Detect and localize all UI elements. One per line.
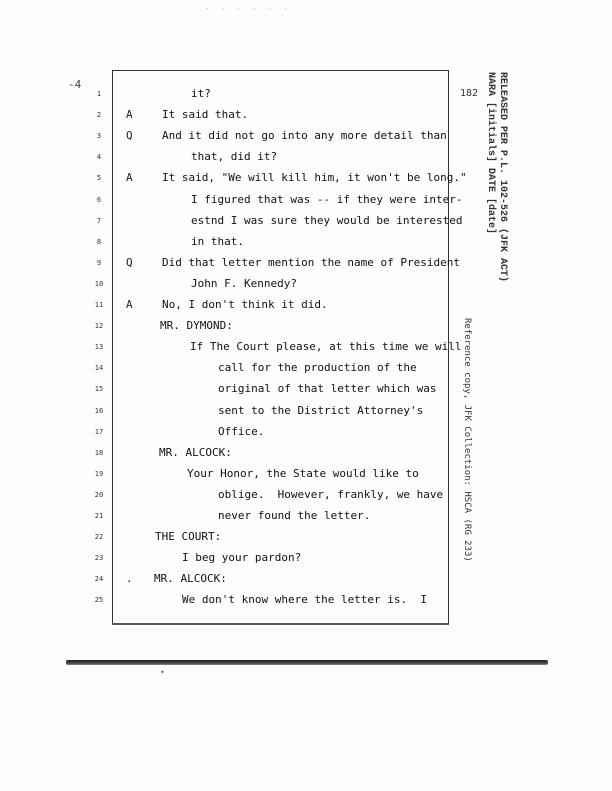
line-number: 21 — [94, 512, 104, 520]
line-number: 6 — [96, 195, 102, 204]
line-number: 25 — [94, 596, 104, 605]
transcript-text: estnd I was sure they would be interested — [191, 213, 463, 227]
speaker-label: Q — [126, 255, 133, 269]
transcript-text: If The Court please, at this time we will — [190, 340, 462, 354]
transcript-text: It said that. — [162, 108, 249, 122]
transcript-text: never found the letter. — [218, 509, 371, 522]
transcript-text: MR. DYMOND: — [160, 319, 233, 333]
transcript-text: Office. — [218, 424, 265, 438]
speaker-label: A — [126, 298, 133, 311]
transcript-text: in that. — [191, 234, 244, 248]
line-number: 16 — [94, 406, 104, 415]
transcript-text: that, did it? — [191, 150, 278, 164]
transcript-text: MR. ALCOCK: — [154, 572, 227, 586]
transcript-text: Your Honor, the State would like to — [187, 466, 419, 480]
line-number: 15 — [94, 385, 104, 394]
page-number: 182 — [460, 88, 479, 99]
frame-bottom-edge — [112, 623, 449, 625]
transcript-text: No, I don't think it did. — [162, 298, 328, 311]
line-number: 11 — [94, 301, 104, 309]
line-number: 14 — [94, 364, 104, 373]
release-stamp — [484, 72, 508, 282]
line-number: 20 — [94, 490, 104, 499]
line-number: 23 — [94, 554, 104, 563]
line-number: 10 — [94, 279, 104, 288]
line-number: 19 — [94, 469, 104, 478]
line-number: 2 — [96, 111, 102, 120]
line-number: 7 — [96, 216, 102, 225]
stamp-line-1: RELEASED PER P.L. 102-526 (JFK ACT) — [497, 72, 508, 283]
line-number: 17 — [94, 427, 104, 436]
scan-dot: • — [160, 668, 165, 677]
speaker-label: A — [126, 171, 133, 185]
left-margin-mark: -4 — [68, 78, 82, 91]
line-number: 22 — [94, 533, 104, 542]
line-number: 12 — [94, 322, 104, 331]
speaker-label: A — [126, 108, 133, 122]
transcript-text: Did that letter mention the name of President — [162, 255, 461, 269]
transcript-text: And it did not go into any more detail than — [162, 129, 447, 143]
stamp-line-2: NARA [initials] DATE [date] — [485, 72, 496, 235]
line-number: 18 — [94, 448, 104, 457]
transcript-text: sent to the District Attorney's — [218, 403, 424, 417]
reference-copy-note: Reference copy, JFK Collection: HSCA (RG 233) — [462, 318, 472, 562]
transcript-text: call for the production of the — [218, 361, 417, 375]
speaker-label: Q — [126, 129, 133, 143]
line-number: 13 — [94, 343, 104, 352]
transcript-text: original of that letter which was — [218, 382, 437, 396]
line-number: 8 — [96, 237, 102, 246]
line-number: 5 — [96, 174, 102, 183]
line-number: 4 — [96, 153, 102, 162]
line-number: 9 — [96, 258, 102, 267]
line-number: 1 — [96, 90, 102, 98]
speaker-label: . — [126, 572, 133, 586]
line-number: 3 — [96, 132, 102, 141]
scan-speck: · · · · · · — [205, 4, 291, 13]
transcript-text: oblige. However, frankly, we have — [218, 487, 444, 501]
transcript-text: THE COURT: — [155, 530, 222, 544]
transcript-text: We don't know where the letter is. I — [182, 593, 428, 607]
transcript-text: it? — [191, 87, 211, 100]
transcript-text: I figured that was -- if they were inter- — [191, 192, 463, 206]
bottom-rule — [66, 660, 548, 665]
transcript-text: MR. ALCOCK: — [159, 445, 232, 459]
transcript-text: It said, "We will kill him, it won't be long." — [162, 171, 467, 185]
transcript-text: John F. Kennedy? — [191, 276, 297, 290]
line-number: 24 — [94, 575, 104, 584]
transcript-text: I beg your pardon? — [182, 551, 302, 565]
